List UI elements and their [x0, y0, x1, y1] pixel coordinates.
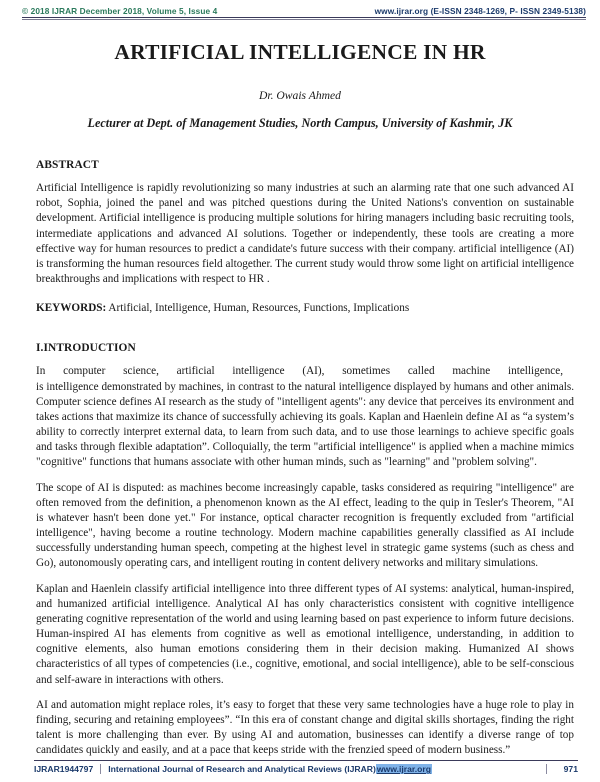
author-affiliation: Lecturer at Dept. of Management Studies, North Campus, University of Kashmir, JK	[87, 116, 513, 130]
abstract-heading: ABSTRACT	[36, 159, 99, 171]
footer-divider	[100, 764, 101, 774]
footer-rule	[34, 760, 578, 761]
footer-article-id: IJRAR1944797	[34, 764, 94, 774]
page-footer	[0, 760, 600, 774]
running-head-rule	[22, 17, 586, 20]
introduction-paragraph-2: The scope of AI is disputed: as machines become increasingly capable, tasks considered as requiring "intelligence" are often removed from the definition, a phenomenon known as the AI effect, leading to the quip in Tesler's Theorem, "AI is whatever hasn't been done yet." For instance, optical character recognition is frequently excluded from "artificial intelligence", having become a routine technology. Modern machine capabilities generally classified as AI include successfully understanding human speech, competing at the highest level in strategic game systems (such as chess and Go), autonomously operating cars, and intelligent routing in content delivery networks and military simulations.	[36, 481, 574, 570]
running-head-left: © 2018 IJRAR December 2018, Volume 5, Issue 4	[22, 6, 218, 16]
introduction-paragraph-3: Kaplan and Haenlein classify artificial intelligence into three different types of AI systems: analytical, human-inspired, and humanized artificial intelligence. Analytical AI has only characteristics consistent with cognitive intelligence generating cognitive representation of the world and using learning based on past experience to inform future decisions. Human-inspired AI has elements from cognitive as well as emotional intelligence, understanding, in addition to cognitive elements, also human emotions considering them in their decision making. Humanized AI shows characteristics of all types of competencies (i.e., cognitive, emotional, and social intelligence), able to be self-conscious and self-aware in interactions with others.	[36, 582, 574, 686]
author-name: Dr. Owais Ahmed	[259, 89, 341, 102]
introduction-paragraph-1	[36, 364, 574, 470]
introduction-paragraph-1-lead: In computer science, artificial intelligence (AI), sometimes called machine intelligence,	[36, 365, 564, 378]
footer-divider-2	[546, 764, 547, 774]
footer-page-number: 971	[563, 764, 578, 774]
running-head	[22, 6, 586, 16]
keywords-text: Artificial, Intelligence, Human, Resources, Functions, Implications	[106, 302, 410, 315]
introduction-heading: I.INTRODUCTION	[36, 342, 136, 355]
document-page	[0, 6, 600, 782]
page-title: ARTIFICIAL INTELLIGENCE IN HR	[114, 40, 486, 64]
footer-journal-link[interactable]: www.ijrar.org	[376, 764, 431, 774]
abstract-text: Artificial Intelligence is rapidly revolutionizing so many industries at such an alarming rate that one such advanced AI robot, Sophia, joined the panel and was pitched questions during the United Nations's convention on sustainable development. Artificial intelligence is producing multiple solutions for hiring managers including basic recruiting tools, intermediate applications and advanced AI solutions. Together or independently, these tools are creating a more effective way for human resources to predict a candidate's future success with their company. artificial intelligence (AI) is transforming the human resources field altogether. The current study would throw some light on artificial intelligence breakthroughs and implications with respect to HR .	[36, 182, 574, 286]
keywords-label: KEYWORDS:	[36, 302, 107, 315]
document-body	[36, 159, 574, 759]
running-head-right: www.ijrar.org (E-ISSN 2348-1269, P- ISSN 2349-5138)	[374, 6, 586, 16]
keywords-line	[36, 301, 574, 316]
introduction-paragraph-4: AI and automation might replace roles, it’s easy to forget that these very same technologies have a huge role to play in finding, securing and retaining employees”. “In this era of constant change and digital skills shortages, finding the right talent is more challenging than ever. By using AI and automation, businesses can identify a diverse range of top candidates quickly and easily, and at a pace that keeps stride with the frenzied speed of modern business.”	[36, 698, 574, 757]
introduction-paragraph-1-rest: is intelligence demonstrated by machines, in contrast to the natural intelligence displayed by humans and other animals. Computer science defines AI research as the study of "intelligent agents": any device that perceives its environment and takes actions that maximize its chance of successfully achieving its goals. Kaplan and Haenlein define AI as “a system’s ability to correctly interpret external data, to learn from such data, and to use those learnings to achieve specific goals and tasks through flexible adaptation”. Colloquially, the term "artificial intelligence" is applied when a machine mimics "cognitive" functions that humans associate with other human minds, such as "learning" and "problem solving".	[36, 380, 574, 469]
footer-journal-name: International Journal of Research and Analytical Reviews (IJRAR)www.ijrar.org	[108, 764, 431, 774]
